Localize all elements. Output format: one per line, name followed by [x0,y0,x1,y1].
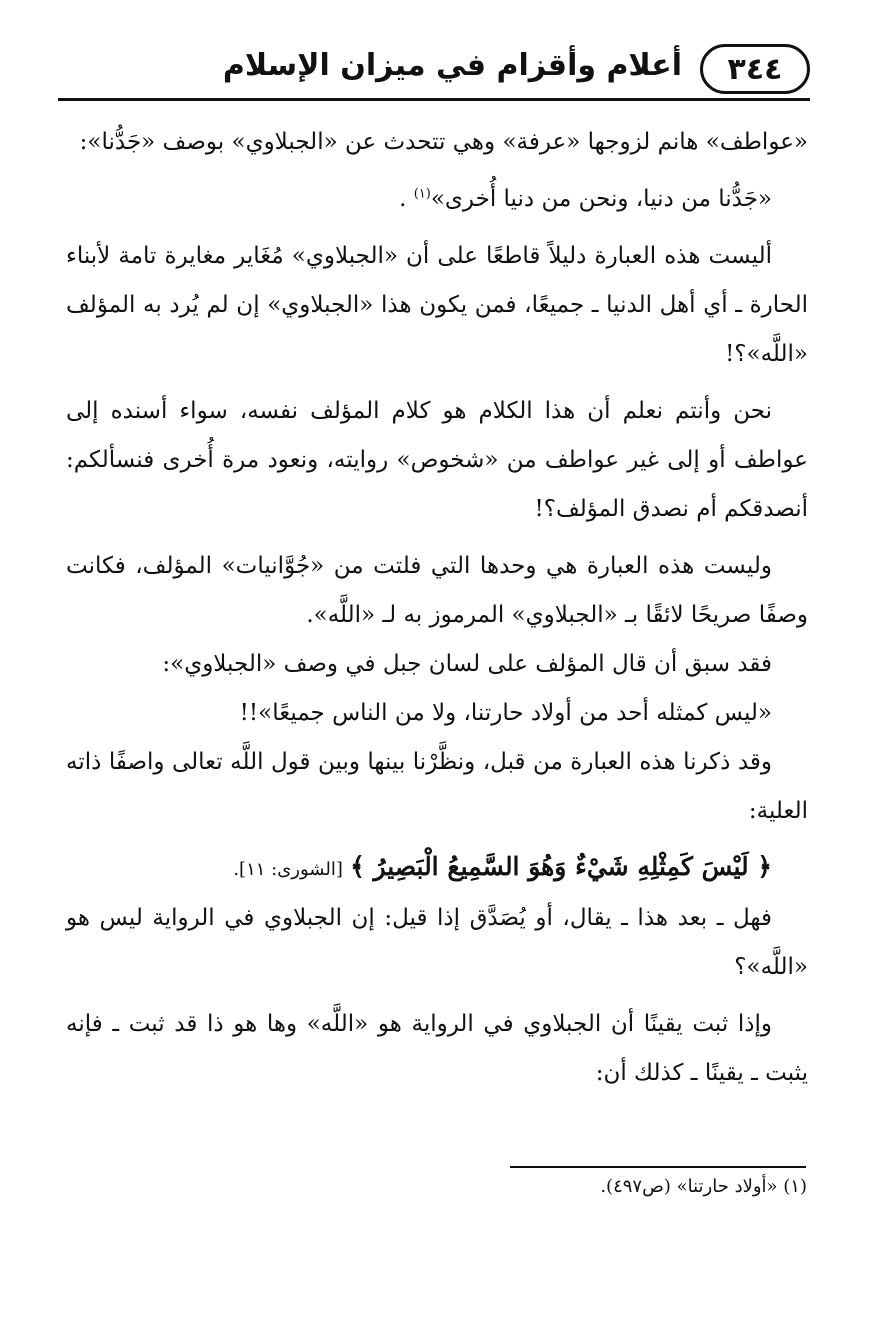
paragraph-2 [66,175,808,224]
paragraph-2-end: . [399,186,414,212]
body-text [66,118,808,1098]
header-rule [58,98,810,101]
paragraph-2-text: «جَدُّنا من دنيا، ونحن من دنيا أُخرى» [430,186,772,212]
quran-verse: ﴿ لَيْسَ كَمِثْلِهِ شَيْءٌ وَهُوَ السَّمِيعُ الْبَصِيرُ ﴾ [350,852,772,881]
paragraph-4: نحن وأنتم نعلم أن هذا الكلام هو كلام المؤلف نفسه، سواء أسنده إلى عواطف أو إلى غير عواطف من «شخوص» روايته، ونعود مرة أُخرى فنسألكم: أنصدقكم أم نصدق المؤلف؟! [66,398,808,522]
page-number: ٣٤٤ [727,51,783,87]
footnote-marker[interactable]: (١) [413,186,431,202]
paragraph-5: وليست هذه العبارة هي وحدها التي فلتت من «جُوَّانيات» المؤلف، فكانت وصفًا صريحًا لائقًا بـ «الجبلاوي» المرموز به لـ «اللَّه». [66,553,808,628]
paragraph-1: «عواطف» هانم لزوجها «عرفة» وهي تتحدث عن «الجبلاوي» بوصف «جَدُّنا»: [79,129,808,155]
quran-reference: [الشورى: ١١]. [233,859,343,880]
paragraph-6: فقد سبق أن قال المؤلف على لسان جبل في وصف «الجبلاوي»: [162,651,772,677]
footnote-rule [510,1166,806,1168]
paragraph-3: أليست هذه العبارة دليلاً قاطعًا على أن «الجبلاوي» مُغَاير مغايرة تامة لأبناء الحارة ـ أي أهل الدنيا ـ جميعًا، فمن يكون هذا «الجبلاوي» إن لم يُرد به المؤلف «اللَّه»؟! [66,243,808,367]
paragraph-9: فهل ـ بعد هذا ـ يقال، أو يُصَدَّق إذا قيل: إن الجبلاوي في الرواية ليس هو «اللَّه»؟ [66,905,808,980]
footnote: (١) «أولاد حارتنا» (ص٤٩٧). [600,1176,807,1197]
paragraph-8: وقد ذكرنا هذه العبارة من قبل، ونظَّرْنا بينها وبين قول اللَّه تعالى واصفًا ذاته العلية: [66,749,808,824]
running-title: أعلام وأقزام في ميزان الإسلام [222,48,682,83]
paragraph-7: «ليس كمثله أحد من أولاد حارتنا، ولا من الناس جميعًا»!! [239,700,772,726]
quran-quote [66,842,808,894]
page-number-frame [700,44,810,94]
paragraph-10: وإذا ثبت يقينًا أن الجبلاوي في الرواية هو «اللَّه» وها هو ذا قد ثبت ـ فإنه يثبت ـ يقينًا ـ كذلك أن: [66,1011,808,1086]
page-header [58,44,810,102]
